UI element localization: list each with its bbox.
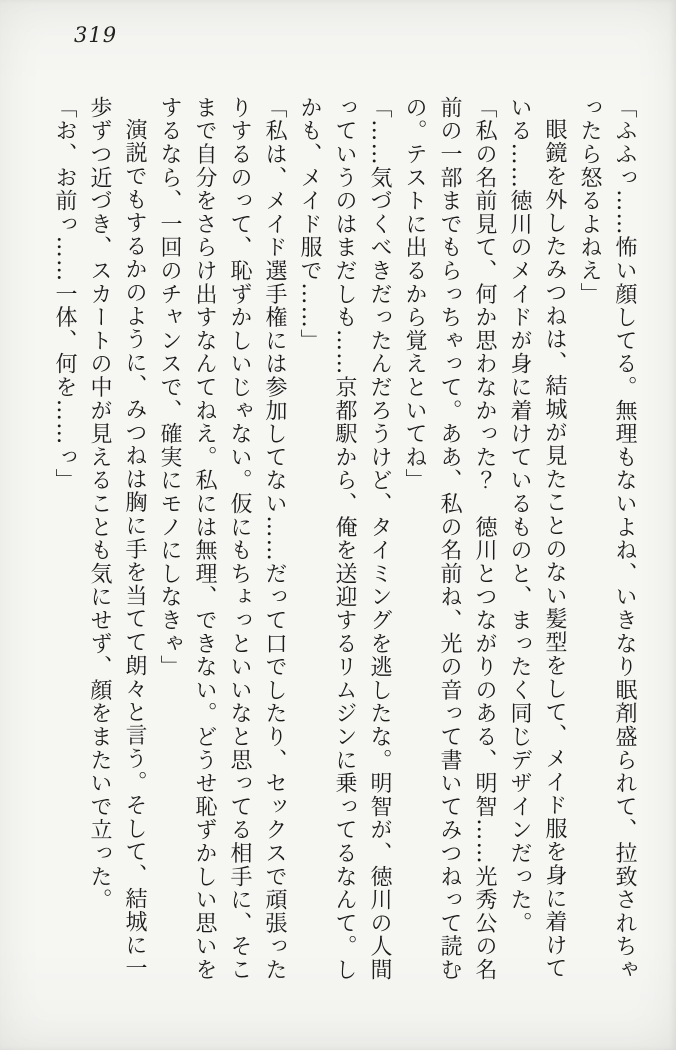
paragraph-dialogue-3: 「……気づくべきだったんだろうけど、タイミングを逃したな。明智が、徳川の人間っていうのはまだしも……京都駅から、俺を送迎するリムジンに乗ってるなんて。しかも、メイド服で……」 [297, 96, 392, 982]
page-number: 319 [74, 23, 118, 47]
paragraph-narration-2: 演説でもするかのように、みつねは胸に手を当てて朗々と言う。そして、結城に一歩ずつ近づき、スカートの中が見えることも気にせず、顔をまたいで立った。 [87, 96, 147, 981]
paragraph-narration-1: 眼鏡を外したみつねは、結城が見たことのない髪型をして、メイド服を身に着けている……徳川のメイドが身に着けているものと、まったく同じデザインだった。 [507, 96, 567, 981]
paragraph-dialogue-4: 「私は、メイド選手権には参加してない……だって口でしたり、セックスで頑張ったりするのって、恥ずかしいじゃない。仮にもちょっといいなと思ってる相手に、そこまで自分をさらけ出すなんてねえ。私には無理、できない。どうせ恥ずかしい思いをするなら、一回のチャンスで、確実にモノにしなきゃ」 [157, 96, 287, 982]
vertical-text-block [47, 96, 642, 996]
paragraph-dialogue-5: 「お、お前っ……一体、何を……っ」 [52, 96, 77, 493]
paragraph-dialogue-2: 「私の名前見て、何か思わなかった？ 徳川とつながりのある、明智……光秀公の名前の一部までもらっちゃって。ああ、私の名前ね、光の音って書いてみつねって読むの。テストに出るから覚えといてね」 [402, 96, 497, 982]
paragraph-dialogue-1: 「ふふっ……怖い顔してる。無理もないよね、いきなり眠剤盛られて、拉致されちゃったら怒るよねえ」 [577, 96, 637, 982]
